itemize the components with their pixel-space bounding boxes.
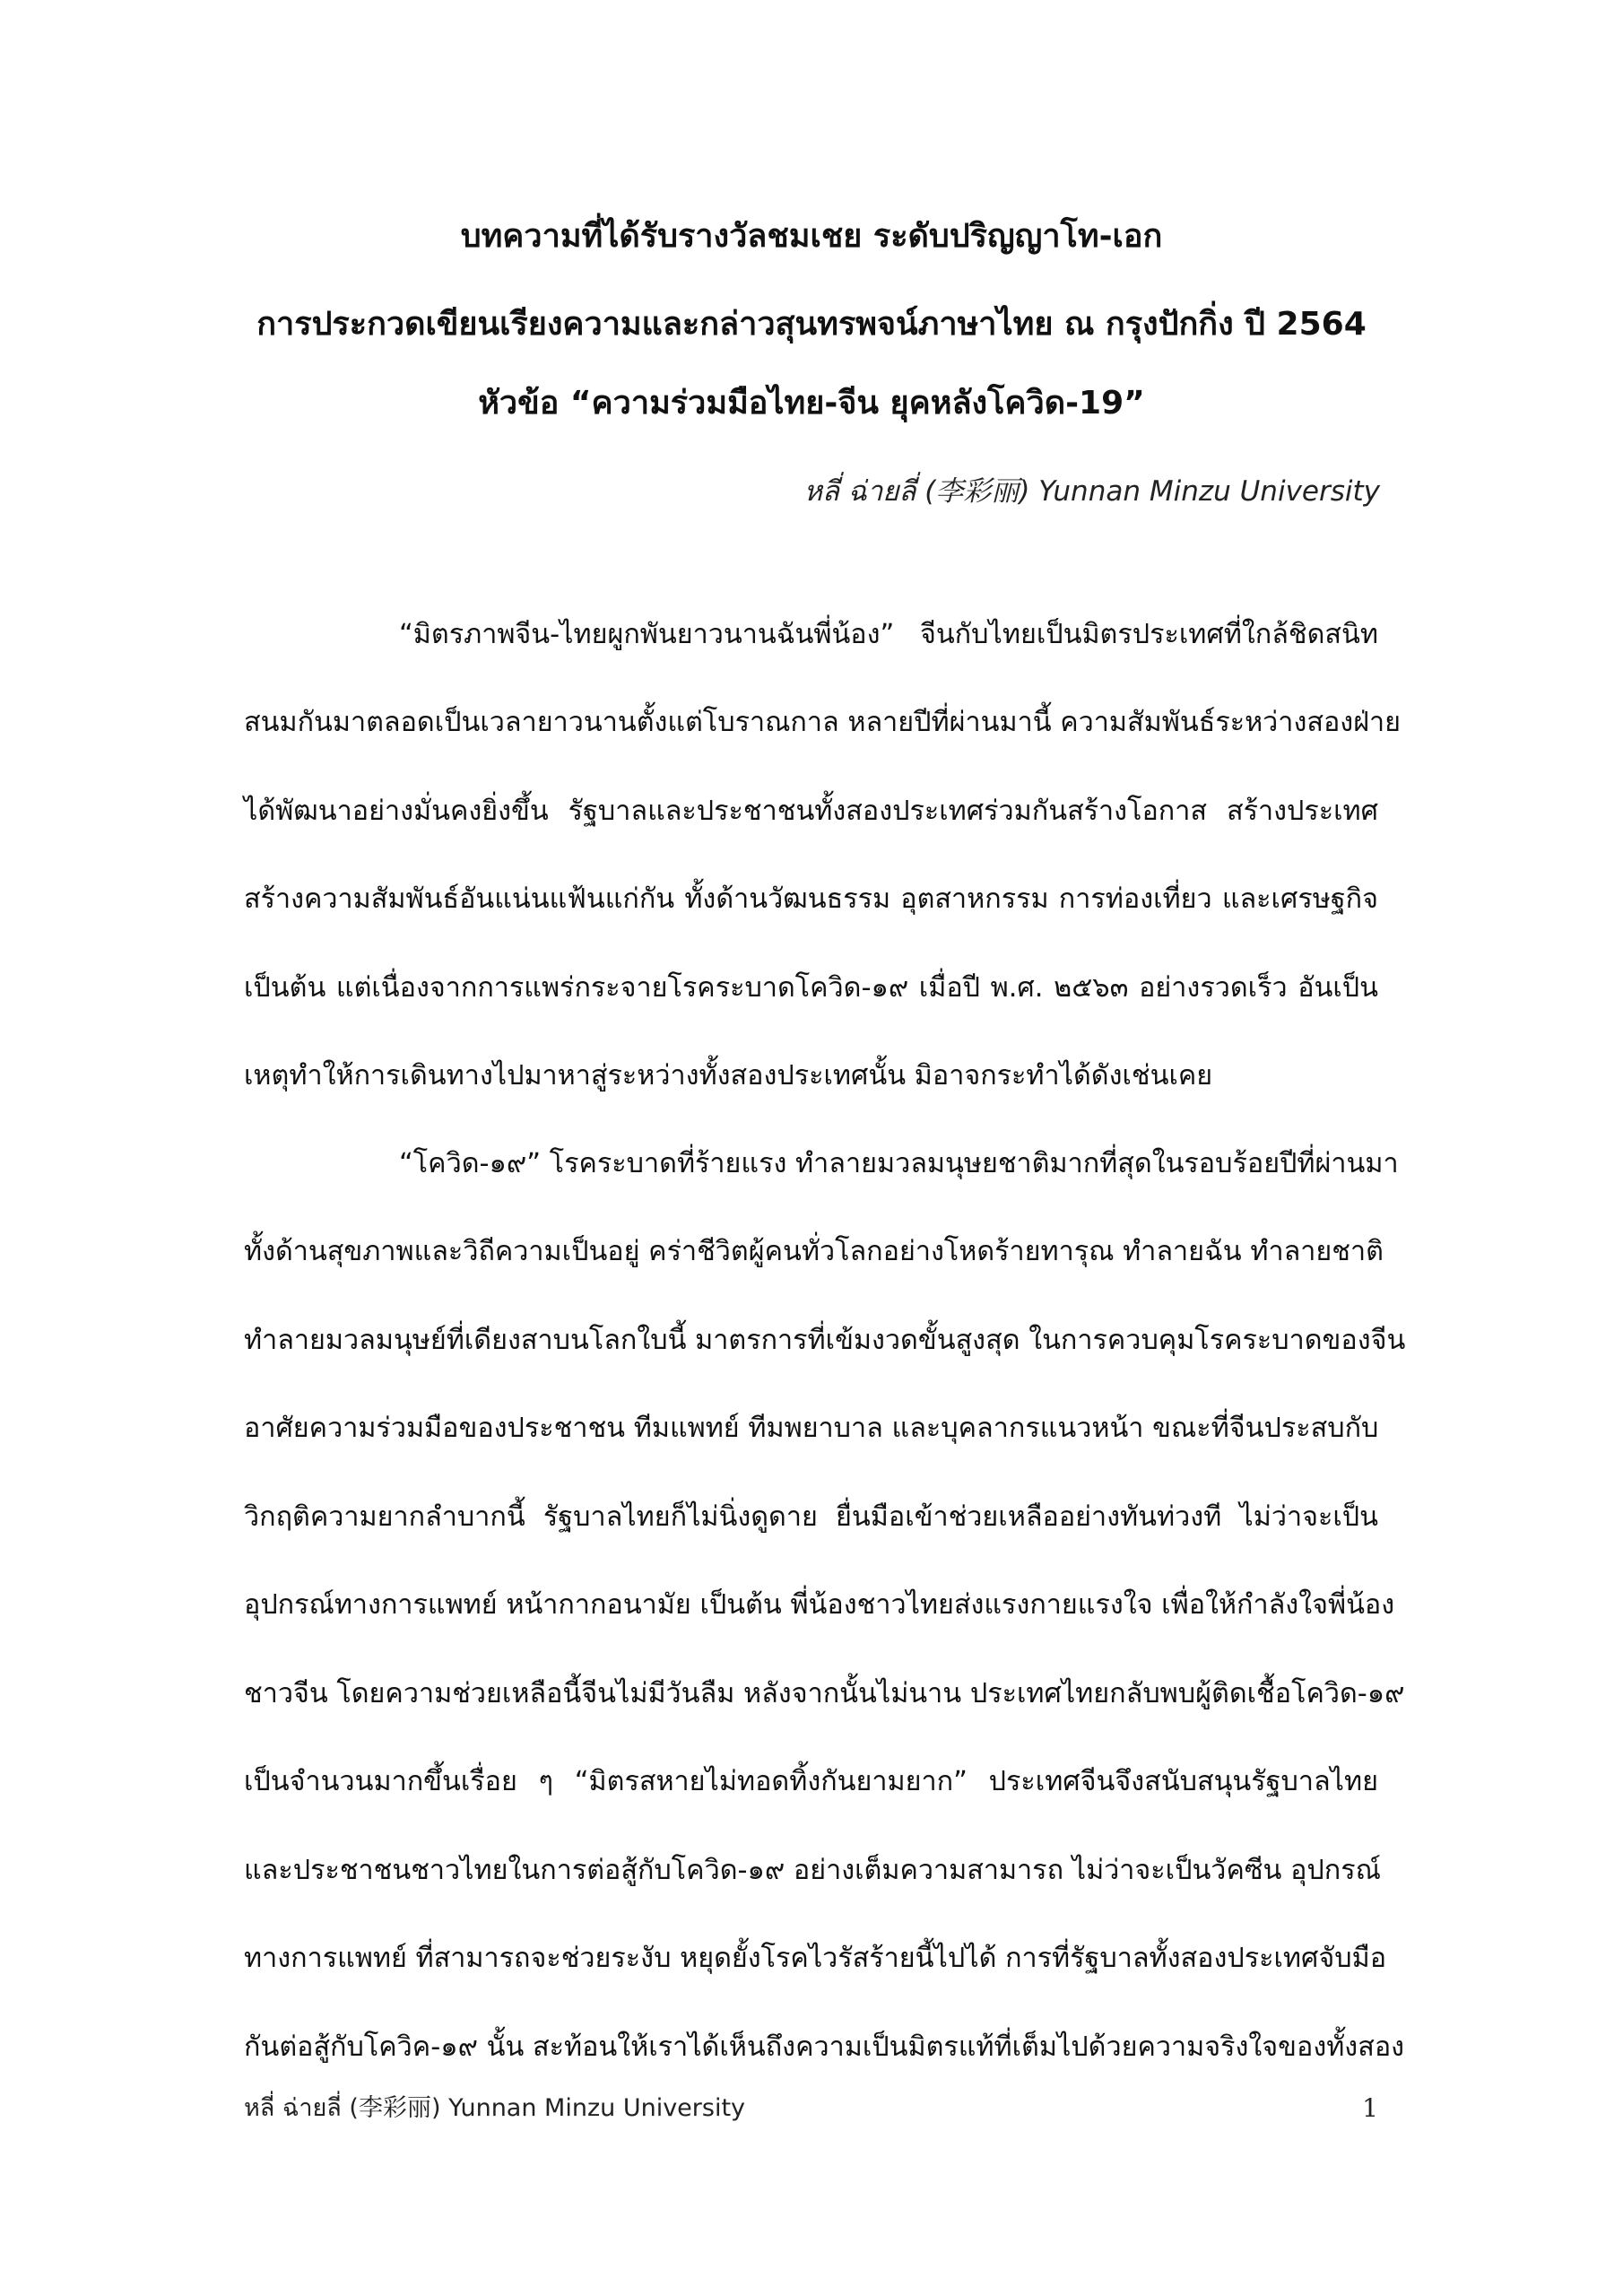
author-byline: หลี่ ฉ่ายลี่ (李彩丽) Yunnan Minzu University (803, 475, 1380, 508)
paragraph-line: อุปกรณ์ทางการแพทย์ หน้ากากอนามัย เป็นต้น พี่น้องชาวไทยส่งแรงกายแรงใจ เพื่อให้กำลังใจพี่น้อง (244, 1589, 1395, 1621)
footer-author: หลี่ ฉ่ายลี่ (李彩丽) Yunnan Minzu University (244, 2094, 746, 2122)
paragraph-line: ทั้งด้านสุขภาพและวิถีความเป็นอยู่ คร่าชีวิตผู้คนทั่วโลกอย่างโหดร้ายทารุณ ทำลายฉัน ทำลายชาติ (244, 1236, 1384, 1267)
page-number: 1 (1362, 2093, 1378, 2123)
paragraph-line: ทำลายมวลมนุษย์ที่เดียงสาบนโลกใบนี้ มาตรการที่เข้มงวดขั้นสูงสุด ในการควบคุมโรคระบาดของจีน (244, 1325, 1406, 1356)
paragraph-line: กันต่อสู้กับโควิค-๑๙ นั้น สะท้อนให้เราได้เห็นถึงความเป็นมิตรแท้ที่เต็มไปด้วยความจริงใจของทั้งสอง (244, 2031, 1405, 2063)
paragraph-line: เป็นจำนวนมากขึ้นเรื่อย ๆ “มิตรสหายไม่ทอดทิ้งกันยามยาก” ประเทศจีนจึงสนับสนุนรัฐบาลไทย (244, 1766, 1378, 1797)
paragraph-line: อาศัยความร่วมมือของประชาชน ทีมแพทย์ ทีมพยาบาล และบุคลากรแนวหน้า ขณะที่จีนประสบกับ (244, 1413, 1379, 1444)
paragraph-line: วิกฤติความยากลำบากนี้ รัฐบาลไทยก็ไม่นิ่งดูดาย ยื่นมือเข้าช่วยเหลืออย่างทันท่วงที ไม่ว่าจะเป็น (244, 1501, 1378, 1533)
award-title: บทความที่ได้รับรางวัลชมเชย ระดับปริญญาโท-เอก (460, 218, 1163, 255)
paragraph-line: “โควิด-๑๙” โรคระบาดที่ร้ายแรง ทำลายมวลมนุษยชาติมากที่สุดในรอบร้อยปีที่ผ่านมา (399, 1148, 1399, 1179)
paragraph-line: สร้างความสัมพันธ์อันแน่นแฟ้นแก่กัน ทั้งด้านวัฒนธรรม อุตสาหกรรม การท่องเที่ยว และเศรษฐกิจ (244, 883, 1378, 915)
paragraph-line: ได้พัฒนาอย่างมั่นคงยิ่งขึ้น รัฐบาลและประชาชนทั้งสองประเทศร่วมกันสร้างโอกาส สร้างประเทศ (244, 796, 1378, 827)
paragraph-line: “มิตรภาพจีน-ไทยผูกพันยาวนานฉันพี่น้อง” จีนกับไทยเป็นมิตรประเทศที่ใกล้ชิดสนิท (399, 619, 1378, 650)
paragraph-line: ทางการแพทย์ ที่สามารถจะช่วยระงับ หยุดยั้งโรคไวรัสร้ายนี้ไปได้ การที่รัฐบาลทั้งสองประเทศจับมือ (244, 1943, 1387, 1974)
paragraph-line: และประชาชนชาวไทยในการต่อสู้กับโควิด-๑๙ อย่างเต็มความสามารถ ไม่ว่าจะเป็นวัคซีน อุปกรณ์ (244, 1855, 1381, 1886)
paragraph-line: ชาวจีน โดยความช่วยเหลือนี้จีนไม่มีวันลืม หลังจากนั้นไม่นาน ประเทศไทยกลับพบผู้ติดเชื้อโควิด-๑๙ (244, 1678, 1405, 1709)
contest-title: การประกวดเขียนเรียงความและกล่าวสุนทรพจน์ภาษาไทย ณ กรุงปักกิ่ง ปี 2564 (256, 306, 1367, 343)
paragraph-line: สนมกันมาตลอดเป็นเวลายาวนานตั้งแต่โบราณกาล หลายปีที่ผ่านมานี้ ความสัมพันธ์ระหว่างสองฝ่าย (244, 707, 1402, 738)
essay-topic: หัวข้อ “ความร่วมมือไทย-จีน ยุคหลังโควิด-19” (478, 385, 1145, 422)
paragraph-line: เหตุทำให้การเดินทางไปมาหาสู่ระหว่างทั้งสองประเทศนั้น มิอาจกระทำได้ดังเช่นเคย (244, 1060, 1213, 1091)
paragraph-line: เป็นต้น แต่เนื่องจากการแพร่กระจายโรคระบาดโควิด-๑๙ เมื่อปี พ.ศ. ๒๕๖๓ อย่างรวดเร็ว อันเป็น (244, 972, 1378, 1004)
